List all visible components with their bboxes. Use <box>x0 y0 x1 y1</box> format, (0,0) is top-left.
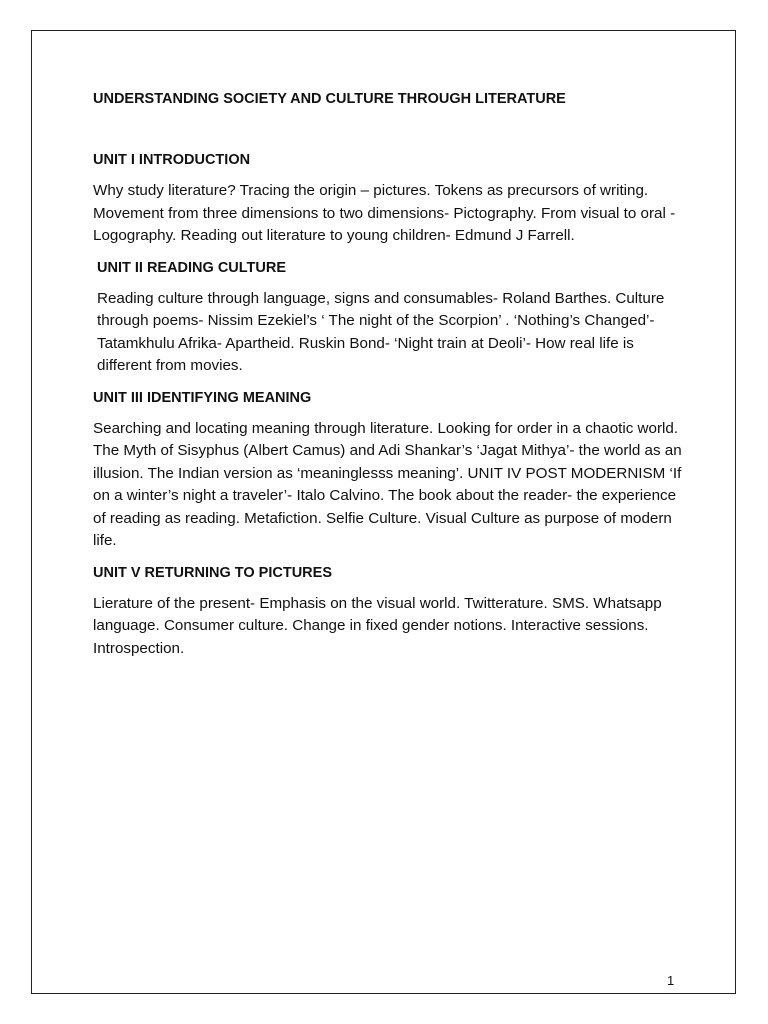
unit-2-heading: UNIT II READING CULTURE <box>97 259 287 276</box>
unit-3-heading: UNIT III IDENTIFYING MEANING <box>93 389 312 406</box>
unit-1-heading: UNIT I INTRODUCTION <box>93 152 251 168</box>
unit-1-text: Why study literature? Tracing the origin – pictures. Tokens as precursors of writing. Movement from three dimensions to two dimensions- Pictography. From visual to oral - Logography. Reading out literature to young children- Edmund J Farrell. <box>93 182 676 244</box>
unit-3-text: Searching and locating meaning through literature. Looking for order in a chaotic world. The Myth of Sisyphus (Albert Camus) and Adi Shankar’s ‘Jagat Mithya’- the world as an illusion. The Indian version as ‘meaninglesss meaning’. UNIT IV POST MODERNISM ‘If on a winter’s night a traveler’- Italo Calvino. The book about the reader- the experience of reading as reading. Metafiction. Selfie Culture. Visual Culture as purpose of modern life. <box>93 419 682 549</box>
unit-2-text: Reading culture through language, signs and consumables- Roland Barthes. Culture through poems- Nissim Ezekiel’s ‘ The night of the Scorpion’ . ‘Nothing’s Changed’- Tatamkhulu Afrika- Apartheid. Ruskin Bond- ‘Night train at Deoli’- How real life is different from movies. <box>97 289 665 374</box>
page-number: 1 <box>667 973 675 988</box>
document-body <box>93 88 683 660</box>
document-title: UNDERSTANDING SOCIETY AND CULTURE THROUGH LITERATURE <box>93 91 566 107</box>
unit-5-text: Lierature of the present- Emphasis on the visual world. Twitterature. SMS. Whatsapp language. Consumer culture. Change in fixed gender notions. Interactive sessions. Introspection. <box>93 594 662 657</box>
unit-5-heading: UNIT V RETURNING TO PICTURES <box>93 564 332 581</box>
